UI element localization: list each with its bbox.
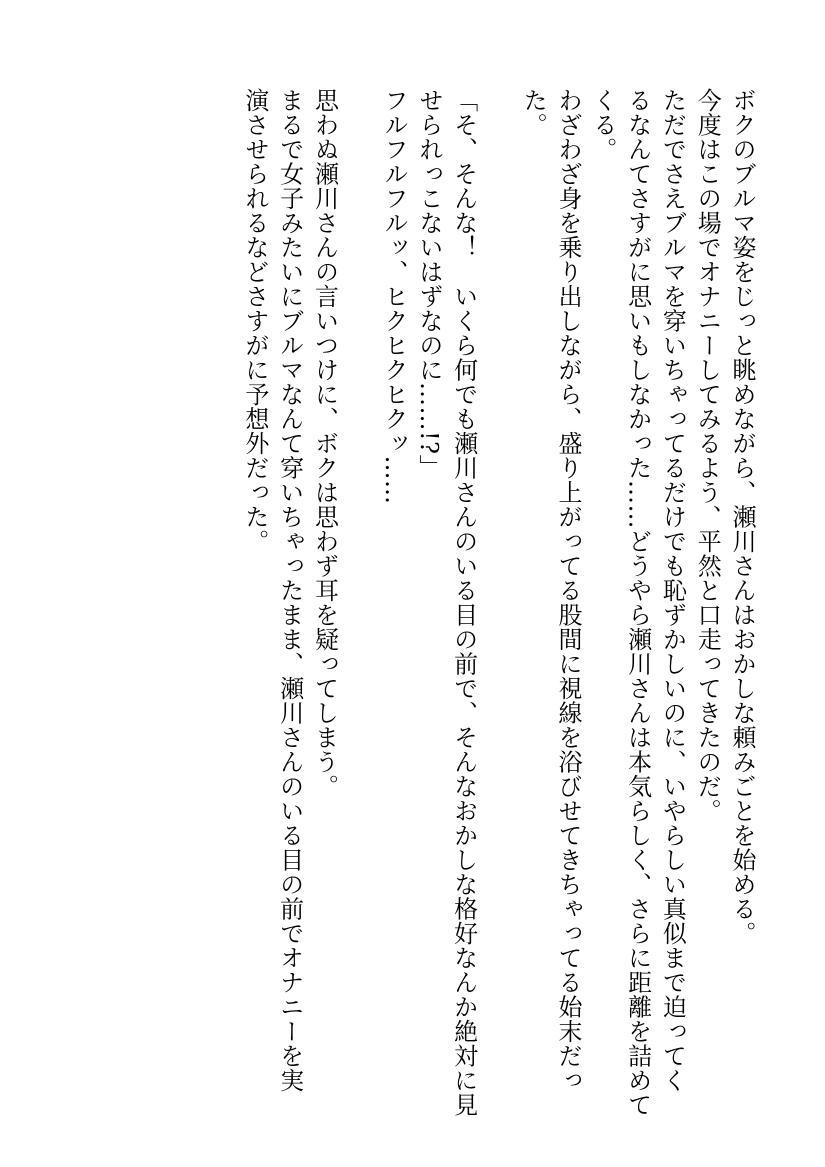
blank-line-2	[341, 88, 376, 1088]
text-line-4: るなんてさすがに思いもしなかった……どうやら瀬川さんは本気らしく、さらに距離を詰めて	[623, 88, 652, 1117]
text-line-13: 演させられるなどさすがに予想外だった。	[240, 88, 269, 554]
text-line-6: わざわざ身を乗り出しながら、盛り上がってる股間に視線を浴びせてきちゃってる始末だっ	[554, 88, 583, 1093]
text-line-1: ボクのブルマ姿をじっと眺めながら、瀬川さんはおかしな頼みごとを始める。	[728, 88, 756, 946]
text-line-7: た。	[519, 88, 548, 137]
text-line-2: 今度はこの場でオナニーしてみるよう、平然と口走ってきたのだ。	[693, 88, 722, 823]
text-line-11: 思わぬ瀬川さんの言いつけに、ボクは思わず耳を疑ってしまう。	[310, 88, 339, 799]
text-line-10: フルフルフルッ、ヒクヒクヒクッ……	[380, 88, 409, 505]
text-line-5: くる。	[588, 88, 617, 162]
blank-line-1	[481, 88, 516, 1088]
text-line-8: 「そ、そんな！ いくら何でも瀬川さんのいる目の前で、そんなおかしな格好なんか絶対に見	[449, 88, 478, 1117]
text-line-3: ただでさえブルマを穿いちゃってるだけでも恥ずかしいのに、いやらしい真似まで迫ってく	[658, 88, 687, 1093]
text-line-12: まるで女子みたいにブルマなんて穿いちゃったまま、瀬川さんのいる目の前でオナニーを実	[275, 88, 304, 1093]
vertical-text-body	[237, 88, 759, 1117]
text-line-9: せられっこないはずなのに……!?」	[414, 88, 443, 480]
